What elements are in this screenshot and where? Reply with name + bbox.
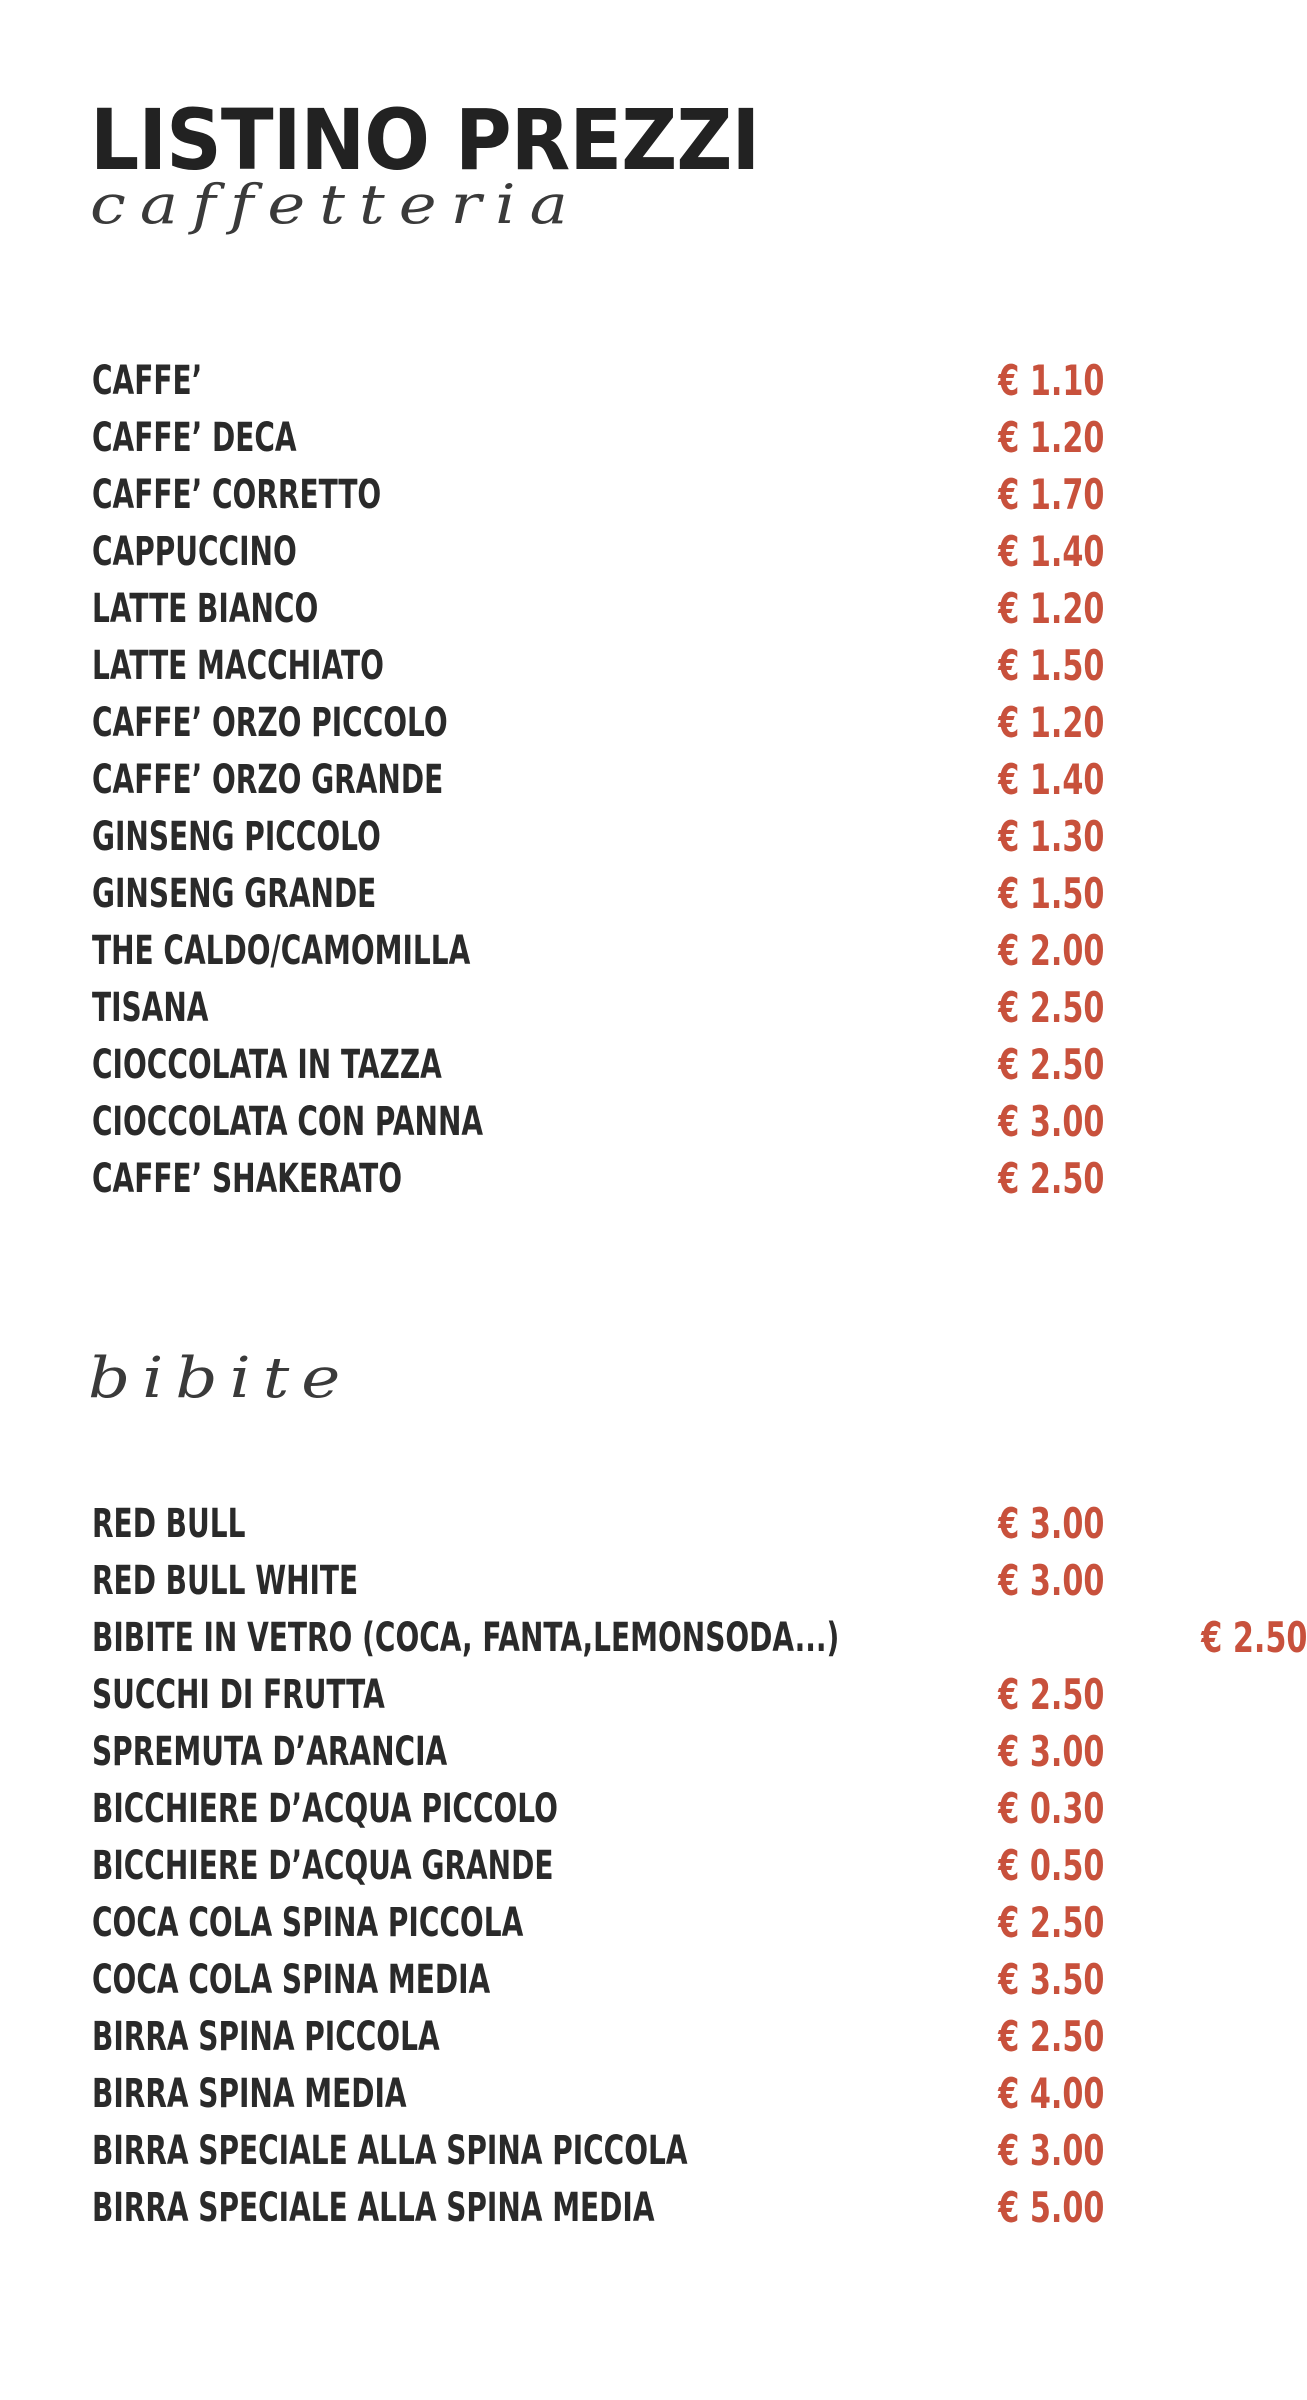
menu-item [92,409,1104,466]
item-name: CIOCCOLATA IN TAZZA [92,1041,442,1088]
item-name: BIRRA SPINA MEDIA [92,2070,407,2117]
menu-item [92,466,1104,523]
item-price: € 1.40 [997,527,1104,576]
item-price: € 1.30 [997,812,1104,861]
menu-item [92,1609,1307,1666]
section-title-caffetteria: caffetteria [90,173,582,237]
item-name: COCA COLA SPINA MEDIA [92,1956,491,2003]
item-price: € 2.50 [997,1154,1104,1203]
item-price: € 3.00 [997,1727,1104,1776]
menu-item [92,808,1104,865]
item-price: € 5.00 [997,2183,1104,2232]
item-price: € 3.00 [997,1499,1104,1548]
item-name: CAFFE’ SHAKERATO [92,1155,403,1202]
item-price: € 2.50 [997,1898,1104,1947]
menu-item [92,2065,1104,2122]
item-name: GINSENG GRANDE [92,870,377,917]
item-price: € 1.50 [997,641,1104,690]
menu-item [92,352,1104,409]
item-name: BIBITE IN VETRO (COCA, FANTA,LEMONSODA...) [92,1614,840,1661]
item-price: € 2.50 [997,983,1104,1032]
item-price: € 1.20 [997,698,1104,747]
menu-item [92,865,1104,922]
item-price: € 3.00 [997,2126,1104,2175]
menu-item [92,1780,1104,1837]
menu-item [92,751,1104,808]
item-price: € 2.50 [997,2012,1104,2061]
item-name: CAFFE’ [92,357,203,404]
menu-item [92,1894,1104,1951]
menu-item [92,1837,1104,1894]
item-name: RED BULL WHITE [92,1557,359,1604]
item-name: CAFFE’ ORZO GRANDE [92,756,444,803]
item-price: € 2.50 [1200,1613,1307,1662]
item-price: € 2.00 [997,926,1104,975]
item-price: € 3.00 [997,1097,1104,1146]
item-price: € 3.50 [997,1955,1104,2004]
menu-item [92,922,1104,979]
item-name: LATTE MACCHIATO [92,642,384,689]
bibite-price-list [92,1495,1307,2236]
menu-item [92,1495,1104,1552]
item-price: € 1.70 [997,470,1104,519]
item-price: € 1.20 [997,584,1104,633]
item-name: BICCHIERE D’ACQUA GRANDE [92,1842,554,1889]
page-title: LISTINO PREZZI [90,91,760,189]
item-name: CAFFE’ DECA [92,414,297,461]
item-name: LATTE BIANCO [92,585,319,632]
item-name: BICCHIERE D’ACQUA PICCOLO [92,1785,558,1832]
item-name: RED BULL [92,1500,246,1547]
menu-item [92,2179,1104,2236]
item-name: BIRRA SPINA PICCOLA [92,2013,440,2060]
caffetteria-price-list [92,352,1104,1207]
item-name: BIRRA SPECIALE ALLA SPINA PICCOLA [92,2127,688,2174]
menu-item [92,1093,1104,1150]
menu-item [92,694,1104,751]
item-name: TISANA [92,984,209,1031]
item-price: € 1.40 [997,755,1104,804]
item-name: THE CALDO/CAMOMILLA [92,927,471,974]
item-price: € 0.50 [997,1841,1104,1890]
item-name: CIOCCOLATA CON PANNA [92,1098,484,1145]
menu-item [92,1666,1104,1723]
menu-item [92,1552,1104,1609]
item-price: € 2.50 [997,1040,1104,1089]
menu-item [92,523,1104,580]
item-name: BIRRA SPECIALE ALLA SPINA MEDIA [92,2184,655,2231]
item-name: CAPPUCCINO [92,528,297,575]
menu-item [92,1150,1104,1207]
item-name: COCA COLA SPINA PICCOLA [92,1899,524,1946]
item-name: CAFFE’ ORZO PICCOLO [92,699,448,746]
item-name: CAFFE’ CORRETTO [92,471,382,518]
section-title-bibite: bibite [88,1344,353,1411]
item-price: € 1.20 [997,413,1104,462]
menu-item [92,580,1104,637]
item-price: € 4.00 [997,2069,1104,2118]
menu-item [92,637,1104,694]
item-name: SUCCHI DI FRUTTA [92,1671,385,1718]
item-price: € 1.50 [997,869,1104,918]
menu-item [92,1036,1104,1093]
menu-item [92,1723,1104,1780]
item-price: € 2.50 [997,1670,1104,1719]
menu-item [92,2122,1104,2179]
item-name: GINSENG PICCOLO [92,813,381,860]
item-price: € 0.30 [997,1784,1104,1833]
item-price: € 3.00 [997,1556,1104,1605]
item-price: € 1.10 [997,356,1104,405]
menu-item [92,979,1104,1036]
menu-item [92,1951,1104,2008]
menu-item [92,2008,1104,2065]
item-name: SPREMUTA D’ARANCIA [92,1728,448,1775]
